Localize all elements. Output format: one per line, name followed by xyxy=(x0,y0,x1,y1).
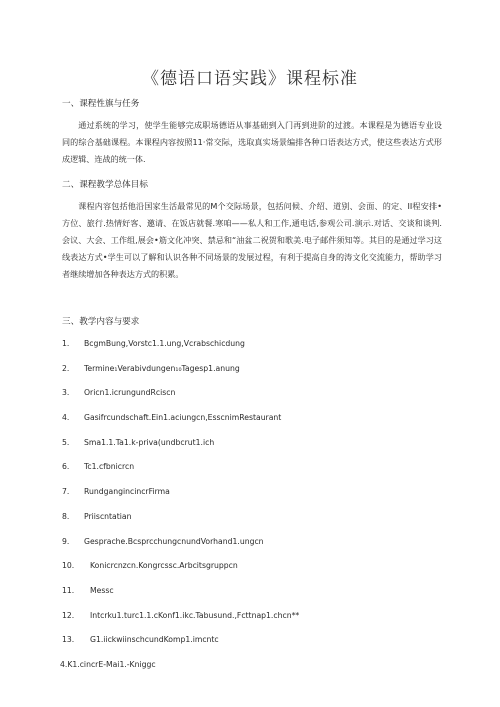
list-item: 5. Sma1.1.Ta1.k-priva(undbcrut1.ich xyxy=(62,437,215,447)
section-paragraph-1: 通过系统的学习，使学生能够完成职场德语从事基础到入门再到进阶的过渡。本课程是为德语专业设同的综合基础课程。本课程内容按照11·常交际，选取真实场景编排各种口语表达方式，使这些表达方式形成逻辑、连战的统一体. xyxy=(62,120,442,164)
content-list xyxy=(62,339,299,685)
list-item: 4.K1.cincrE-Mai1.-Kniggc xyxy=(60,659,156,669)
list-item: 9. Gesprache.BcsprcchungcnundVorhand1.ungcn xyxy=(62,536,264,546)
list-item: 12. Intcrku1.turc1.1.cKonf1.ikc.Tabusund.,Fcttnap1.chcn** xyxy=(62,610,300,620)
list-item: 4. Gasifrcundschaft.Ein1.aciungcn,EsscnimRestaurant xyxy=(62,413,282,423)
document-title: 《德语口语实践》课程标准 xyxy=(142,69,358,89)
list-item: 8. Priiscntatian xyxy=(62,511,132,521)
section-paragraph-2: 课程内容包括他沿国家生活最常见的M个交际场景，包括问候、介绍、道别、会面、的定、II程安排•方位、旅行.热情好客、邀请、在饭店就餐.寒咱——私人和工作,通电话,参观公司.演示.对话、交谈和谈判.会议、大会、工作组,展会•筋文化冲突、禁忌和“油盆二祝贺和歌美.电子邮件须知等。其目的是通过学习这线表达方式•学生可以了解和认识各种不同场景的发展过程，有利于提高自身的涛文化交流能力，帮助学习者继续增加各种表达方式的积累。 xyxy=(62,201,442,279)
section-heading-1: 一、课程性旗与任务 xyxy=(62,99,140,109)
list-item: 11. Messc xyxy=(62,585,114,595)
section-heading-3: 三、教学内容与要求 xyxy=(62,317,140,327)
section-heading-2: 二、课程教学总体目标 xyxy=(62,180,148,190)
list-item: 2. Termine₁Verabivdungen₁₀Tagesp1.anung xyxy=(62,363,240,373)
list-item: 3. Oricn1.icrungundRciscn xyxy=(62,388,176,398)
list-item: 7. RundgangincincrFirma xyxy=(62,487,170,497)
list-item: 10. Konicrcnzcn.Kongrcssc.Arbcitsgruppcn xyxy=(62,561,238,571)
list-item: 13. G1.iickwiinschcundKomp1.imcntc xyxy=(62,635,219,645)
list-item: 6. Tc1.cfbnicrcn xyxy=(62,462,135,472)
list-item: 1. BcgmBung,Vorstc1.1.ung,Vcrabschicdung xyxy=(62,339,245,348)
